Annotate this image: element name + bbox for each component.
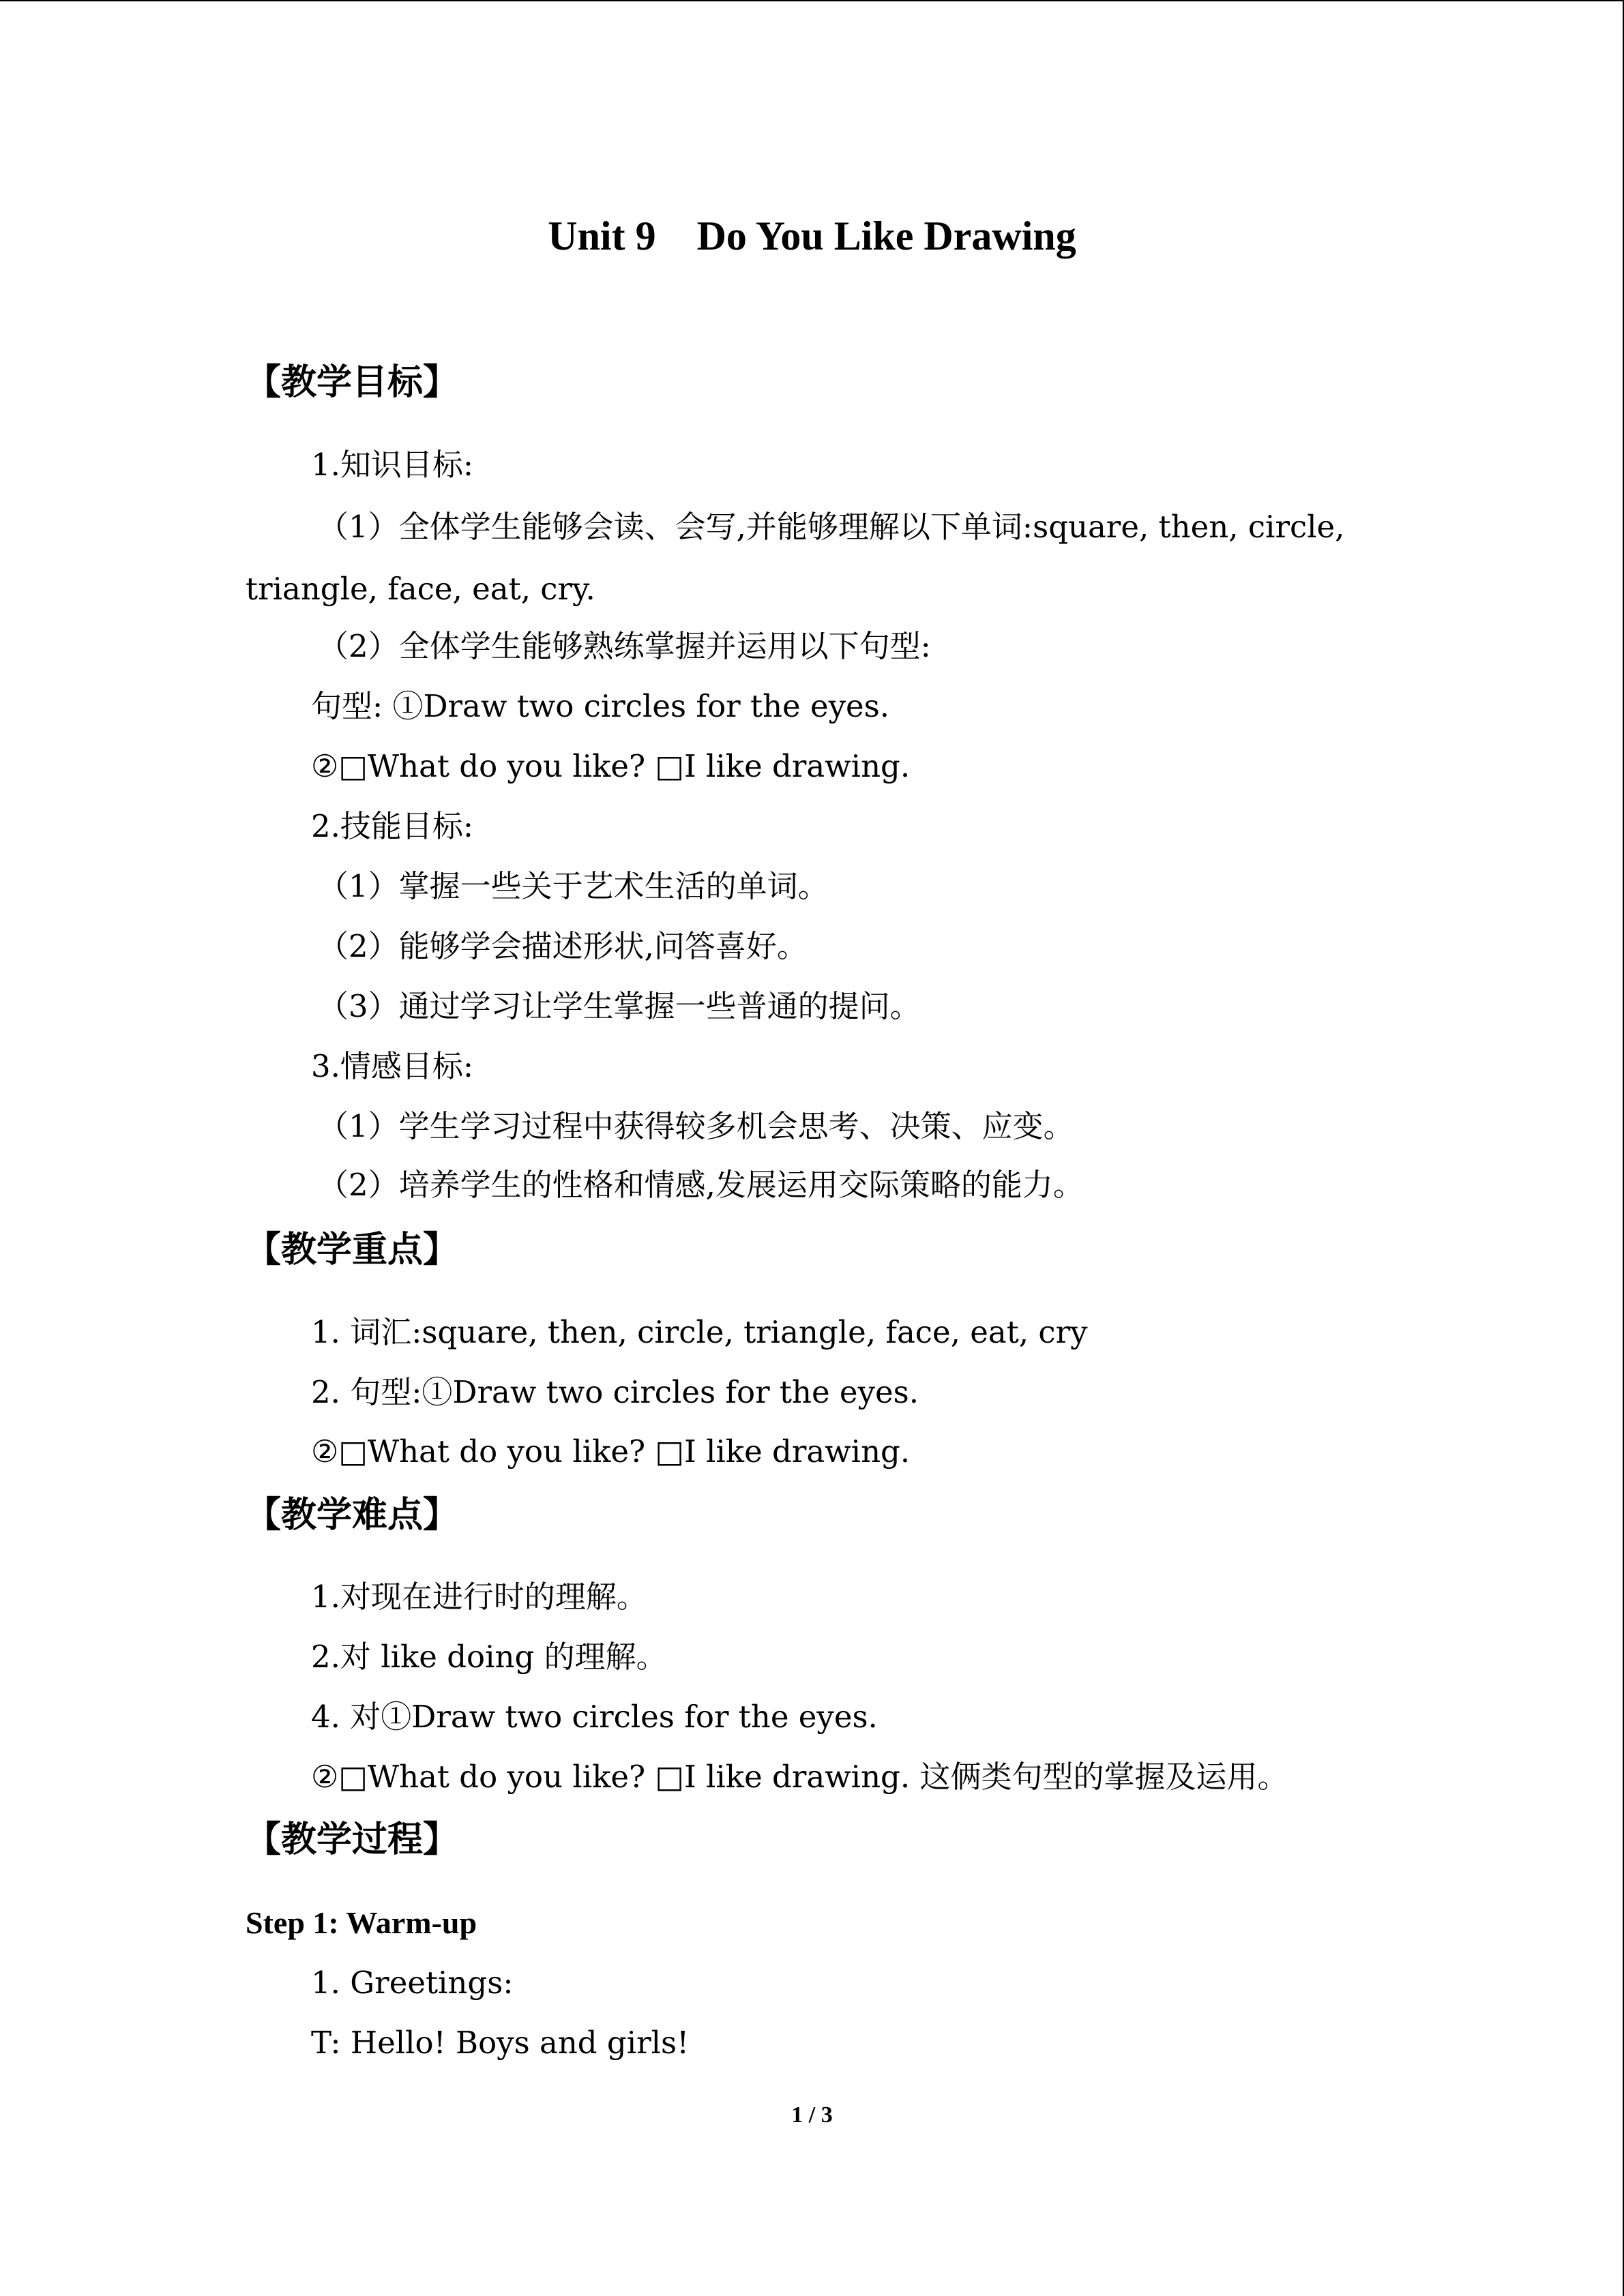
difficulty-1: 1.对现在进行时的理解。 [311, 1579, 647, 1615]
skill-item-1: （1）掌握一些关于艺术生活的单词。 [318, 868, 829, 904]
step-1-title: Step 1: Warm-up [246, 1905, 477, 1940]
emotion-item-1: （1）学生学习过程中获得较多机会思考、决策、应变。 [318, 1108, 1074, 1144]
knowledge-title: 1.知识目标: [311, 447, 474, 483]
greetings-label: 1. Greetings: [311, 1965, 514, 2001]
knowledge-item-1-line1: （1）全体学生能够会读、会写,并能够理解以下单词:square, then, circle, [318, 509, 1345, 545]
heading-objectives: 【教学目标】 [246, 362, 459, 403]
key-point-3: ②□What do you like? □I like drawing. [311, 1433, 911, 1470]
heading-process: 【教学过程】 [246, 1819, 459, 1860]
key-point-2: 2. 句型:①Draw two circles for the eyes. [311, 1374, 919, 1410]
skill-item-3: （3）通过学习让学生掌握一些普通的提问。 [318, 988, 921, 1024]
difficulty-4: ②□What do you like? □I like drawing. 这俩类句型的掌握及运用。 [311, 1759, 1288, 1795]
emotion-title: 3.情感目标: [311, 1048, 474, 1084]
heading-difficulties: 【教学难点】 [246, 1495, 459, 1536]
skill-item-2: （2）能够学会描述形状,问答喜好。 [318, 928, 808, 964]
heading-key-points: 【教学重点】 [246, 1229, 459, 1270]
knowledge-item-1-line2: triangle, face, eat, cry. [246, 571, 595, 607]
emotion-item-2: （2）培养学生的性格和情感,发展运用交际策略的能力。 [318, 1167, 1084, 1203]
skill-title: 2.技能目标: [311, 808, 474, 844]
page-number: 1 / 3 [791, 2102, 833, 2128]
pattern-1: 句型: ①Draw two circles for the eyes. [311, 688, 890, 724]
key-point-1: 1. 词汇:square, then, circle, triangle, face, eat, cry [311, 1314, 1088, 1350]
teacher-line-1: T: Hello! Boys and girls! [311, 2025, 690, 2061]
document-title: Unit 9 Do You Like Drawing [548, 213, 1076, 258]
knowledge-item-2: （2）全体学生能够熟练掌握并运用以下句型: [318, 628, 931, 664]
difficulty-2: 2.对 like doing 的理解。 [311, 1639, 667, 1675]
difficulty-3: 4. 对①Draw two circles for the eyes. [311, 1699, 878, 1735]
pattern-2: ②□What do you like? □I like drawing. [311, 748, 911, 784]
